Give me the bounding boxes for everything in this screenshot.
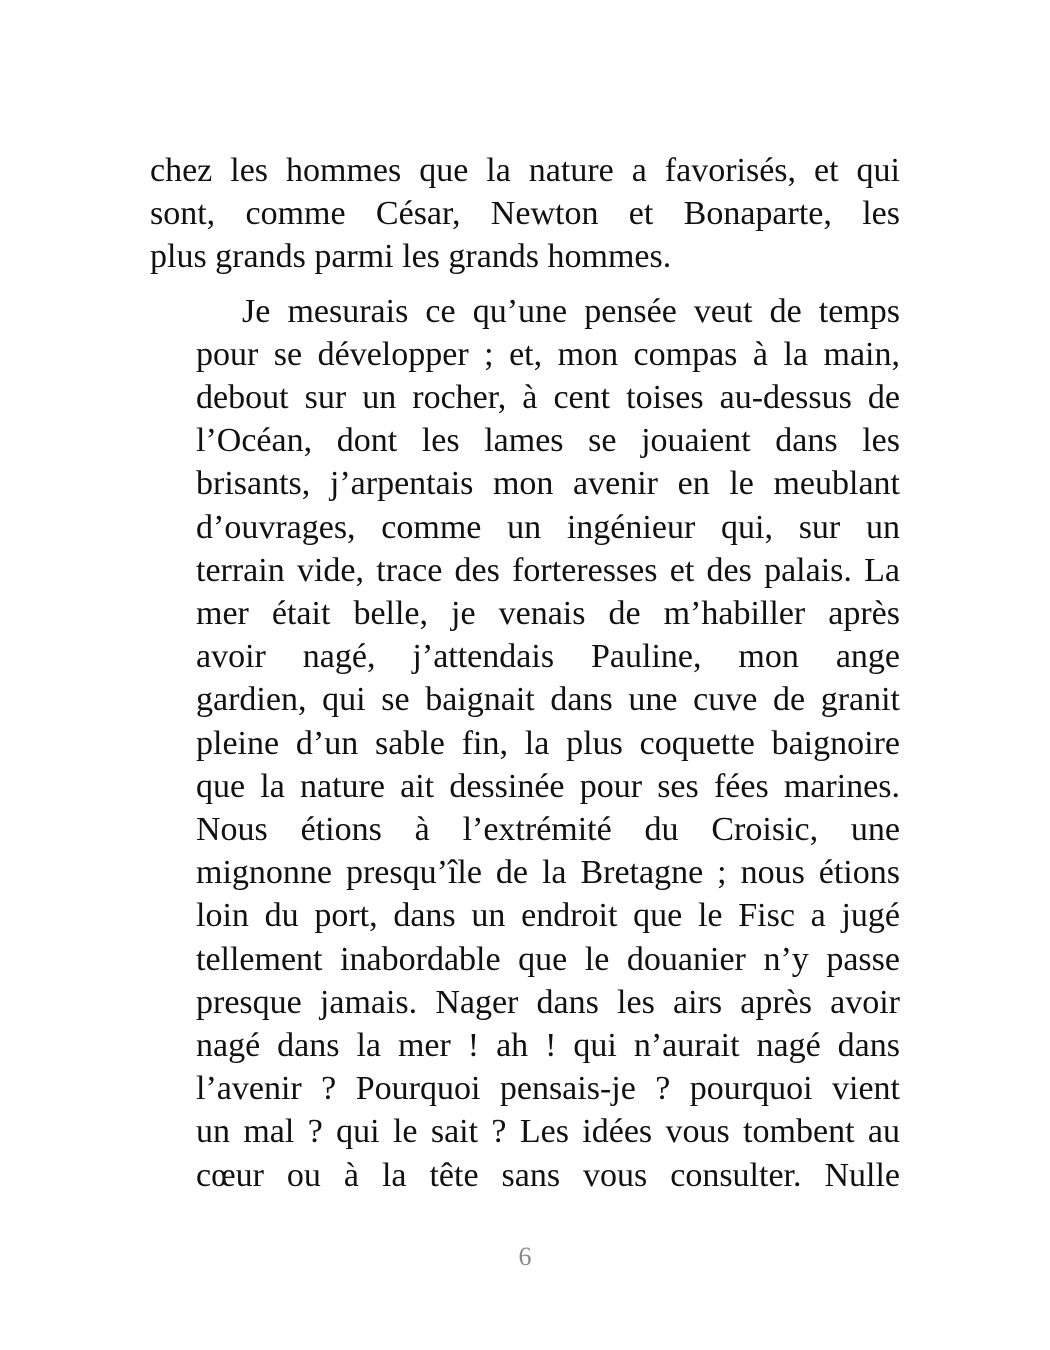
body-text: [150, 149, 900, 1197]
page-number: 6: [518, 1242, 532, 1271]
text-line: sont, comme César, Newton et Bonaparte, les: [150, 195, 900, 233]
text-line: que la nature ait dessinée pour ses fées marines.: [196, 767, 900, 805]
paragraph-2: [150, 290, 900, 1197]
text-line: cœur ou à la tête sans vous consulter. Nulle: [196, 1156, 900, 1194]
text-line: nagé dans la mer ! ah ! qui n’aurait nagé dans: [196, 1027, 900, 1065]
text-line: pleine d’un sable fin, la plus coquette baignoire: [196, 724, 900, 762]
text-line: debout sur un rocher, à cent toises au-dessus de: [196, 379, 900, 417]
text-line: un mal ? qui le sait ? Les idées vous tombent au: [196, 1113, 900, 1151]
text-line: pour se développer ; et, mon compas à la main,: [196, 335, 900, 373]
text-line: tellement inabordable que le douanier n’y passe: [196, 940, 900, 978]
text-line: avoir nagé, j’attendais Pauline, mon ange: [196, 638, 900, 676]
text-line: Je mesurais ce qu’une pensée veut de temps: [242, 292, 900, 330]
text-line: terrain vide, trace des forteresses et des palais. La: [196, 551, 900, 589]
text-line: gardien, qui se baignait dans une cuve de granit: [196, 681, 900, 719]
text-line: Nous étions à l’extrémité du Croisic, une: [196, 811, 900, 849]
text-line: d’ouvrages, comme un ingénieur qui, sur un: [196, 508, 900, 546]
paragraph-1: [150, 149, 900, 279]
text-line: mignonne presqu’île de la Bretagne ; nous étions: [196, 854, 900, 892]
text-line: chez les hommes que la nature a favorisés, et qui: [150, 152, 900, 189]
text-line: presque jamais. Nager dans les airs après avoir: [196, 983, 900, 1021]
text-line: plus grands parmi les grands hommes.: [150, 238, 672, 276]
text-line: brisants, j’arpentais mon avenir en le meublant: [196, 465, 900, 503]
text-line: loin du port, dans un endroit que le Fisc a jugé: [196, 897, 900, 935]
text-line: l’avenir ? Pourquoi pensais-je ? pourquoi vient: [196, 1070, 900, 1108]
text-line: mer était belle, je venais de m’habiller après: [196, 595, 900, 633]
text-line: l’Océan, dont les lames se jouaient dans les: [196, 422, 900, 460]
